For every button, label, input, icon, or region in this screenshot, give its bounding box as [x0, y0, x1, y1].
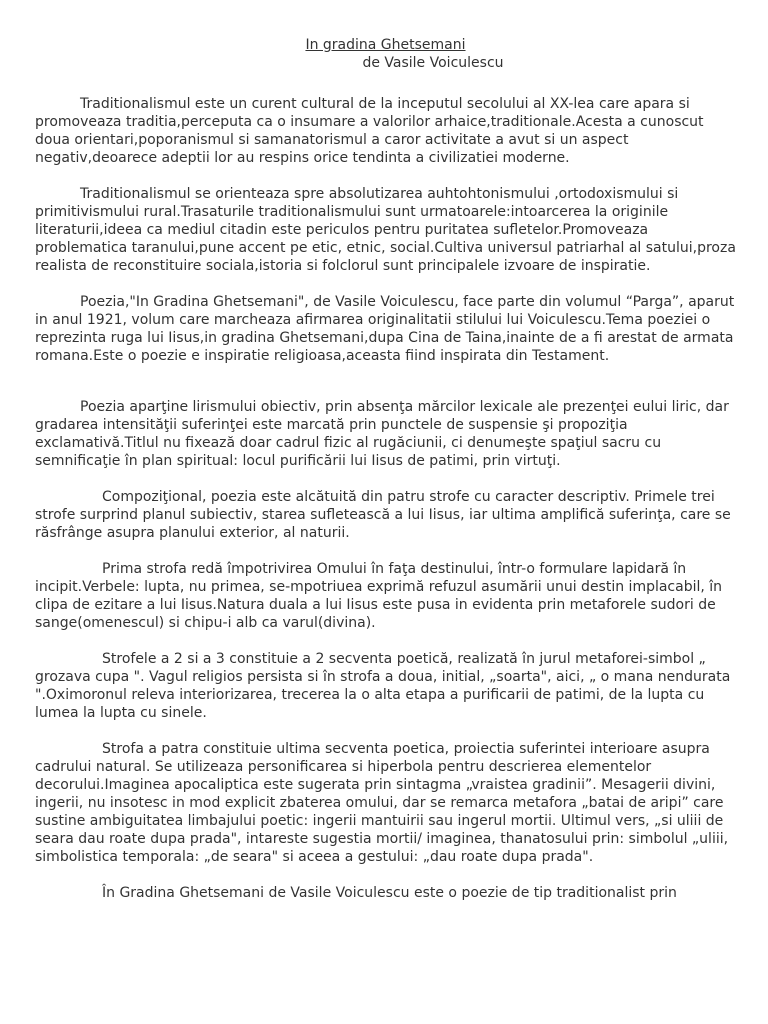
paragraph-4: Poezia aparţine lirismului obiectiv, prin absenţa mărcilor lexicale ale prezenţei eului liric, dar gradarea intensităţii suferinţei este marcată prin punctele de suspensie şi propoziţia exclamativă.Titlul nu fixează doar cadrul fizic al rugăciunii, ci denumeşte spaţiul sacru cu semnificaţie în plan spiritual: locul purificării lui Iisus de patimi, prin virtuţi.	[35, 399, 729, 469]
paragraph-5: Compoziţional, poezia este alcătuită din patru strofe cu caracter descriptiv. Primele trei strofe surprind planul subiectiv, starea sufletească a lui Iisus, iar ultima amplifică suferinţa, care se răsfrânge asupra planului exterior, al naturii.	[35, 489, 731, 541]
paragraph-1: Traditionalismul este un curent cultural de la inceputul secolului al XX-lea care apara si promoveaza traditia,perceputa ca o insumare a valorilor arhaice,traditionale.Acesta a cunoscut doua orientari,poporanismul si samanatorismul a caror activitate a avut si un aspect negativ,deoarece adeptii lor au respins orice tendinta a civilizatiei moderne.	[35, 96, 704, 166]
paragraph-8: Strofa a patra constituie ultima secventa poetica, proiectia suferintei interioare asupra cadrului natural. Se utilizeaza personificarea si hiperbola pentru descrierea elementelor decorului.Imaginea apocaliptica este sugerata prin sintagma „vraistea gradinii”. Mesagerii divini, ingerii, nu insotesc in mod explicit zbaterea omului, dar se remarca metafora „batai de aripi” care sustine ambiguitatea limbajului poetic: ingerii mantuirii sau ingerul mortii. Ultimul vers, „si uliii de seara dau roate dupa prada", intareste sugestia mortii/ imaginea, thanatosului prin: simbolul „uliii, simbolistica temporala: „de seara" si aceea a gestului: „dau roate dupa prada".	[35, 741, 729, 865]
paragraph-3: Poezia,"In Gradina Ghetsemani", de Vasile Voiculescu, face parte din volumul “Parga”, aparut in anul 1921, volum care marcheaza afirmarea originalitatii stilului lui Voiculescu.Tema poeziei o reprezinta ruga lui Iisus,in gradina Ghetsemani,dupa Cina de Taina,inainte de a fi arestat de armata romana.Este o poezie e inspiratie religioasa,aceasta fiind inspirata din Testament.	[35, 294, 735, 364]
title-block	[35, 36, 736, 72]
paragraph-6: Prima strofa redă împotrivirea Omului în faţa destinului, într-o formulare lapidară în incipit.Verbele: lupta, nu primea, se-mpotriuea exprimă refuzul asumării unui destin implacabil, în clipa de ezitare a lui Iisus.Natura duala a lui Iisus este pusa in evidenta prin metaforele sudori de sange(omenescul) si chipu-i alb ca varul(divina).	[35, 561, 723, 631]
paragraph-9: În Gradina Ghetsemani de Vasile Voiculescu este o poezie de tip traditionalist prin	[102, 885, 677, 901]
document-author: de Vasile Voiculescu	[362, 55, 504, 71]
paragraph-7: Strofele a 2 si a 3 constituie a 2 secventa poetică, realizată în jurul metaforei-simbol „ grozava cupa ". Vagul religios persista si în strofa a doua, initial, „soarta", aici, „ o mana nendurata ".Oximoronul releva interiorizarea, trecerea la o alta etapa a purificarii de patimi, de la lupta cu lumea la lupta cu sinele.	[35, 651, 731, 721]
document-title: In gradina Ghetsemani	[305, 37, 466, 53]
paragraph-2: Traditionalismul se orienteaza spre absolutizarea auhtohtonismului ,ortodoxismului si primitivismului rural.Trasaturile traditionalismului sunt urmatoarele:intoarcerea la originile literaturii,ideea ca mediul citadin este periculos pentru puritatea sufletelor.Promoveaza problematica taranului,pune accent pe etic, etnic, social.Cultiva universul patriarhal al satului,proza realista de reconstituire sociala,istoria si folclorul sunt principalele izvoare de inspiratie.	[35, 186, 736, 274]
